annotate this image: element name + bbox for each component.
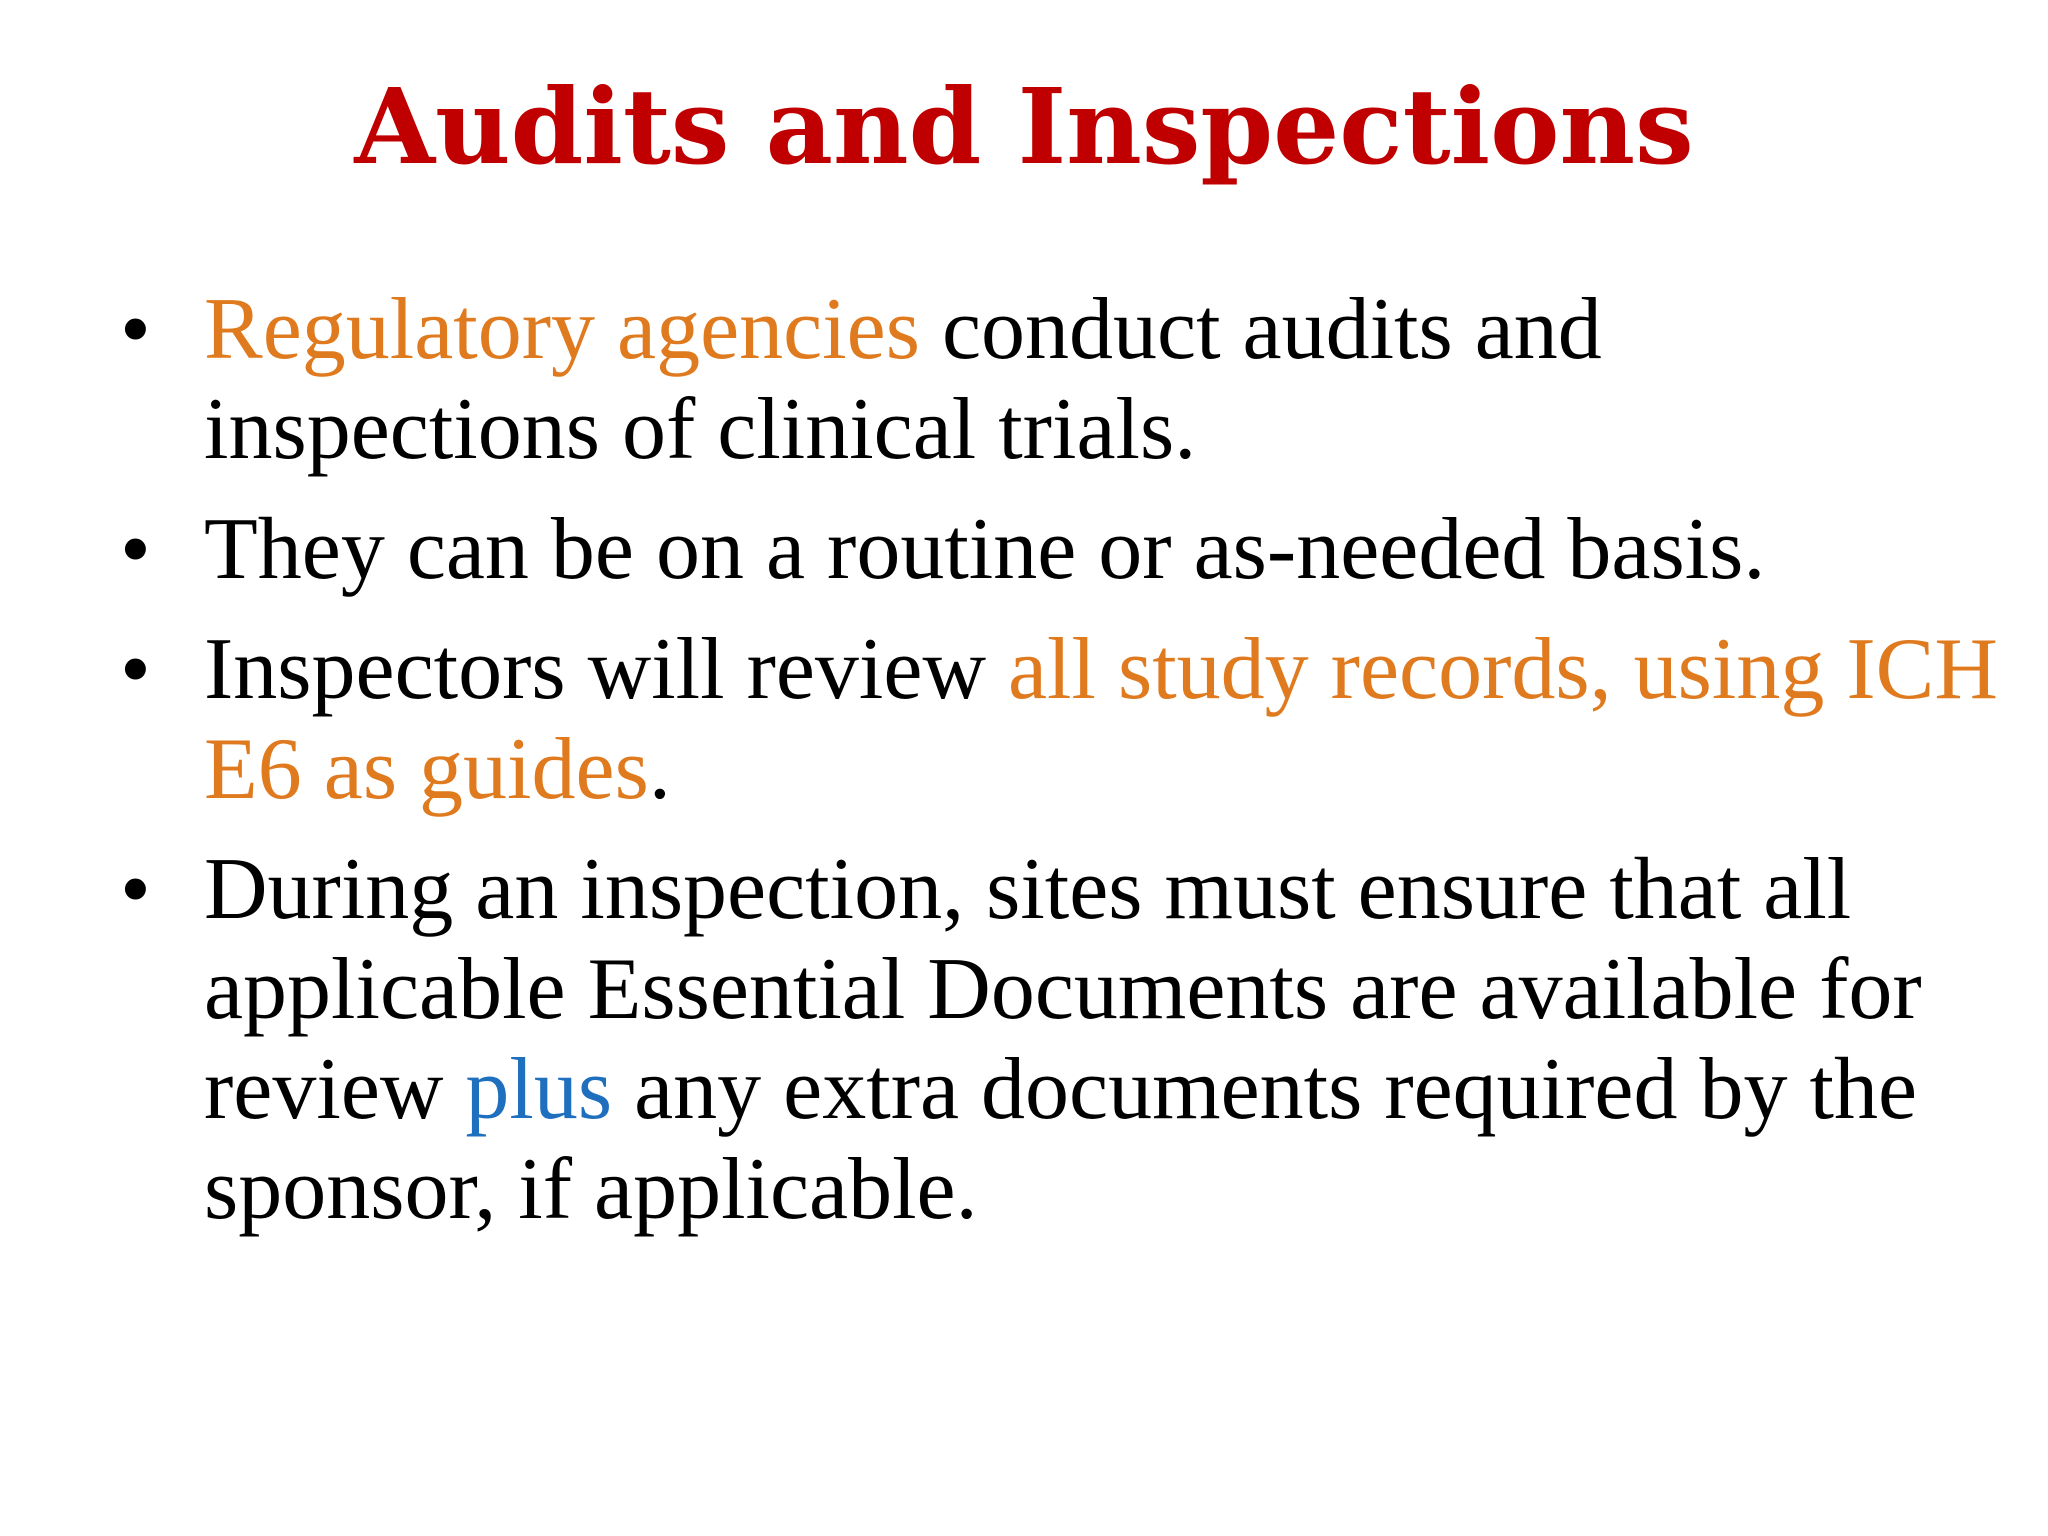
bullet-text: conduct audits and inspections of clinical trials.	[204, 281, 1602, 478]
bullet-dot: •	[120, 621, 151, 718]
highlight-plus: plus	[465, 1041, 613, 1138]
bullet-item-2	[120, 500, 2000, 600]
highlight-regulatory-agencies: Regulatory agencies	[204, 281, 920, 378]
bullet-dot: •	[120, 841, 151, 938]
bullet-list	[120, 280, 2000, 1260]
bullet-dot: •	[120, 501, 151, 598]
highlight-study-records: all study records, using ICH E6 as guides	[204, 621, 1998, 818]
bullet-text: During an inspection, sites must ensure that all applicable Essential Documents are available for review	[204, 841, 1922, 1138]
bullet-item-4	[120, 840, 2000, 1240]
bullet-item-1	[120, 280, 2000, 480]
bullet-dot: •	[120, 281, 151, 378]
bullet-text: They can be on a routine or as-needed basis.	[204, 501, 1766, 598]
bullet-text-end: .	[648, 721, 671, 818]
bullet-text-end: any extra documents required by the sponsor, if applicable.	[204, 1041, 1917, 1238]
bullet-item-3	[120, 620, 2000, 820]
bullet-text: Inspectors will review	[204, 621, 1008, 718]
slide-title: Audits and Inspections	[354, 65, 1694, 188]
